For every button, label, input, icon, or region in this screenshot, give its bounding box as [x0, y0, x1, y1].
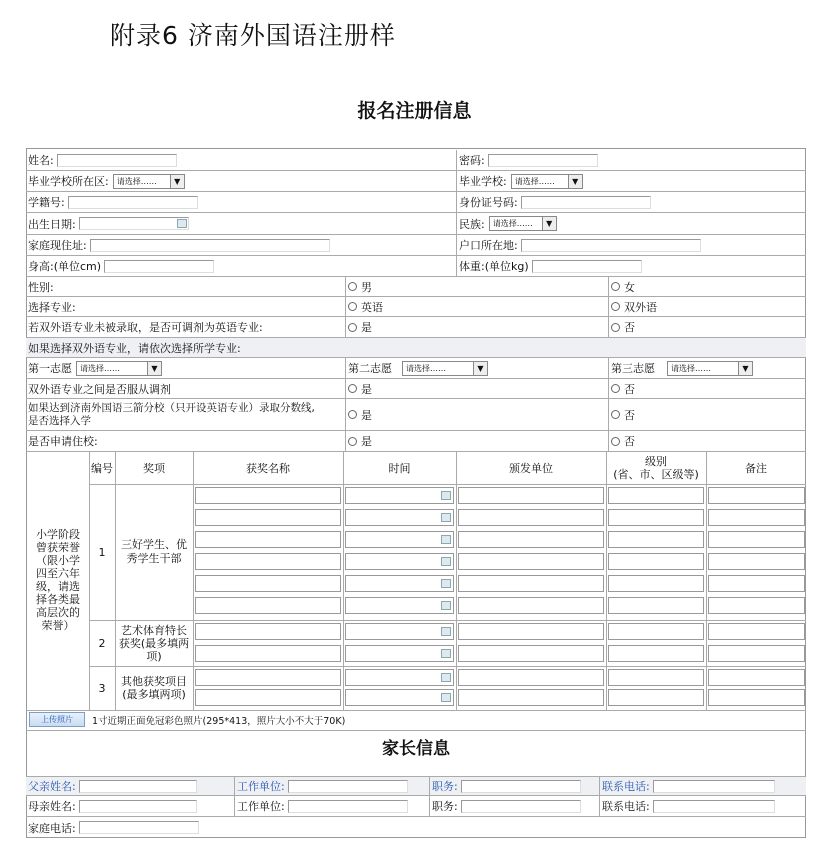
chevron-down-icon: ▼ — [738, 362, 752, 375]
branch-school-label-1: 如果达到济南外国语三箭分校（只开设英语专业）录取分数线, — [28, 401, 315, 414]
calendar-icon[interactable] — [441, 513, 451, 522]
school-select[interactable] — [511, 174, 583, 189]
row-home-phone — [26, 817, 806, 838]
group-2-no: 2 — [98, 636, 106, 650]
height-label: 身高:(单位cm) — [28, 260, 102, 273]
header-level: 级别 — [645, 455, 667, 468]
branch-school-no[interactable] — [608, 399, 806, 430]
row-obey-adjust — [26, 379, 806, 399]
row-gender — [26, 277, 806, 297]
boarding-no[interactable] — [608, 431, 806, 451]
row-mother — [26, 796, 806, 817]
award-name-input[interactable] — [195, 689, 341, 706]
group-3-no: 3 — [98, 681, 106, 695]
award-remark-input[interactable] — [708, 669, 805, 686]
school-region-label: 毕业学校所在区: — [28, 175, 109, 188]
radio-icon[interactable] — [611, 302, 620, 311]
award-name-input[interactable] — [195, 509, 341, 526]
password-input[interactable] — [488, 154, 598, 167]
calendar-icon[interactable] — [177, 219, 187, 228]
calendar-icon[interactable] — [441, 627, 451, 636]
birth-date-label: 出生日期: — [28, 217, 76, 231]
weight-input[interactable] — [532, 260, 642, 273]
ethnicity-label: 民族: — [459, 217, 485, 231]
gender-option-male[interactable] — [345, 277, 608, 296]
award-level-input[interactable] — [608, 531, 704, 548]
award-remark-input[interactable] — [708, 623, 805, 640]
name-input[interactable] — [57, 154, 177, 167]
chevron-down-icon: ▼ — [542, 217, 556, 230]
chevron-down-icon: ▼ — [147, 362, 161, 375]
option-text: 男 — [361, 280, 372, 294]
option-text: 否 — [624, 435, 635, 448]
header-level-sub: (省、市、区级等) — [613, 468, 699, 481]
password-label: 密码: — [459, 154, 485, 167]
parent-section-title: 家长信息 — [382, 739, 450, 759]
birth-date-input[interactable] — [79, 217, 189, 230]
father-position-label: 职务: — [432, 780, 458, 793]
award-level-input[interactable] — [608, 509, 704, 526]
wish-1-select[interactable] — [76, 361, 162, 376]
wish-3-label: 第三志愿 — [611, 362, 655, 375]
row-body — [26, 256, 806, 277]
wish-3-select[interactable] — [667, 361, 753, 376]
father-work-input[interactable] — [288, 780, 408, 793]
header-issuer: 颁发单位 — [509, 462, 553, 475]
radio-icon[interactable] — [611, 410, 620, 419]
obey-adjust-yes[interactable] — [345, 379, 608, 398]
hukou-label: 户口所在地: — [459, 239, 518, 252]
form-title: 报名注册信息 — [357, 100, 472, 122]
group-2-item: 艺术体育特长获奖(最多填两项) — [118, 623, 190, 663]
header-award-name: 获奖名称 — [246, 462, 290, 475]
option-text: 是 — [361, 408, 372, 422]
height-input[interactable] — [104, 260, 214, 273]
award-name-input[interactable] — [195, 575, 341, 592]
award-remark-input[interactable] — [708, 575, 805, 592]
student-id-label: 学籍号: — [28, 196, 65, 209]
school-region-select[interactable] — [113, 174, 185, 189]
calendar-icon[interactable] — [441, 579, 451, 588]
student-id-input[interactable] — [68, 196, 198, 209]
option-text: 是 — [361, 321, 372, 334]
option-text: 是 — [361, 435, 372, 448]
row-school — [26, 171, 806, 192]
id-card-label: 身份证号码: — [459, 196, 518, 209]
calendar-icon[interactable] — [441, 693, 451, 702]
address-label: 家庭现住址: — [28, 239, 87, 252]
header-item: 奖项 — [143, 462, 165, 475]
gender-label: 性别: — [28, 280, 54, 294]
row-birth — [26, 213, 806, 235]
award-level-input[interactable] — [608, 645, 704, 662]
calendar-icon[interactable] — [441, 557, 451, 566]
select-text: 请选择…… — [406, 363, 446, 373]
upload-photo-button[interactable]: 上传照片 — [29, 712, 85, 727]
home-phone-input[interactable] — [79, 821, 199, 834]
row-wishes — [26, 358, 806, 379]
group-1-no: 1 — [98, 545, 106, 559]
wish-2-label: 第二志愿 — [348, 362, 392, 375]
honors-side-label: 小学阶段曾获荣誉（限小学四至六年级，请选择各类最高层次的荣誉） — [36, 528, 80, 632]
award-issuer-input[interactable] — [458, 553, 604, 570]
option-text: 是 — [361, 382, 372, 396]
weight-label: 体重:(单位kg) — [459, 260, 529, 273]
hukou-input[interactable] — [521, 239, 701, 252]
adjust-english-no[interactable] — [608, 317, 806, 337]
option-text: 女 — [624, 280, 635, 294]
award-issuer-input[interactable] — [458, 669, 604, 686]
award-issuer-input[interactable] — [458, 645, 604, 662]
row-branch-school — [26, 399, 806, 431]
award-name-input[interactable] — [195, 645, 341, 662]
radio-icon[interactable] — [611, 282, 620, 291]
mother-name-label: 母亲姓名: — [28, 800, 76, 813]
radio-icon[interactable] — [611, 384, 620, 393]
row-double-note — [26, 338, 806, 358]
row-address — [26, 235, 806, 256]
award-level-input[interactable] — [608, 597, 704, 614]
appendix-title: 附录6 济南外国语注册样 — [110, 21, 396, 50]
award-issuer-input[interactable] — [458, 487, 604, 504]
name-label: 姓名: — [28, 154, 54, 167]
row-major — [26, 297, 806, 317]
award-issuer-input[interactable] — [458, 575, 604, 592]
id-card-input[interactable] — [521, 196, 651, 209]
father-position-input[interactable] — [461, 780, 581, 793]
boarding-yes[interactable] — [345, 431, 608, 451]
award-level-input[interactable] — [608, 669, 704, 686]
option-text: 英语 — [361, 300, 383, 314]
major-option-double[interactable] — [608, 297, 806, 316]
radio-icon[interactable] — [611, 323, 620, 332]
award-issuer-input[interactable] — [458, 597, 604, 614]
award-remark-input[interactable] — [708, 509, 805, 526]
major-label: 选择专业: — [28, 300, 76, 314]
calendar-icon[interactable] — [441, 601, 451, 610]
photo-note: 1寸近期正面免冠彩色照片(295*413，照片大小不大于70K) — [92, 716, 346, 727]
group-3-item: 其他获奖项目(最多填两项) — [121, 675, 187, 701]
option-text: 否 — [624, 408, 635, 422]
father-name-input[interactable] — [79, 780, 197, 793]
row-father — [26, 776, 806, 796]
award-time-input[interactable] — [345, 689, 454, 706]
mother-phone-label: 联系电话: — [602, 800, 650, 813]
group-1-item: 三好学生、优秀学生干部 — [121, 538, 187, 565]
address-input[interactable] — [90, 239, 330, 252]
award-time-input[interactable] — [345, 645, 454, 662]
mother-phone-input[interactable] — [653, 800, 775, 813]
double-lang-note: 如果选择双外语专业，请依次选择所学专业: — [28, 341, 241, 355]
award-time-input[interactable] — [345, 487, 454, 504]
father-phone-label: 联系电话: — [602, 780, 650, 793]
adjust-english-label: 若双外语专业未被录取，是否可调剂为英语专业: — [28, 321, 263, 334]
award-name-input[interactable] — [195, 623, 341, 640]
row-name — [26, 150, 806, 171]
award-issuer-input[interactable] — [458, 531, 604, 548]
award-level-input[interactable] — [608, 487, 704, 504]
calendar-icon[interactable] — [441, 649, 451, 658]
award-time-input[interactable] — [345, 509, 454, 526]
radio-icon[interactable] — [348, 282, 357, 291]
award-time-input[interactable] — [345, 575, 454, 592]
select-text: 请选择…… — [492, 219, 533, 228]
award-remark-input[interactable] — [708, 487, 805, 504]
header-no: 编号 — [91, 462, 113, 475]
select-text: 请选择…… — [80, 363, 120, 373]
school-label: 毕业学校: — [459, 175, 507, 188]
option-text: 否 — [624, 321, 635, 334]
major-option-english[interactable] — [345, 297, 608, 316]
award-level-input[interactable] — [608, 623, 704, 640]
option-text: 双外语 — [624, 300, 657, 314]
award-issuer-input[interactable] — [458, 509, 604, 526]
award-time-input[interactable] — [345, 531, 454, 548]
chevron-down-icon: ▼ — [568, 175, 582, 188]
select-text: 请选择…… — [116, 176, 157, 186]
award-remark-input[interactable] — [708, 597, 805, 614]
select-text: 请选择…… — [671, 363, 711, 373]
adjust-english-yes[interactable] — [345, 317, 608, 337]
award-name-input[interactable] — [195, 669, 341, 686]
row-ids — [26, 192, 806, 213]
award-name-input[interactable] — [195, 597, 341, 614]
award-time-input[interactable] — [345, 597, 454, 614]
mother-work-input[interactable] — [288, 800, 408, 813]
father-work-label: 工作单位: — [237, 780, 285, 793]
mother-name-input[interactable] — [79, 800, 197, 813]
award-issuer-input[interactable] — [458, 689, 604, 706]
award-remark-input[interactable] — [708, 531, 805, 548]
award-time-input[interactable] — [345, 553, 454, 570]
row-adjust-english — [26, 317, 806, 338]
option-text: 否 — [624, 382, 635, 396]
calendar-icon[interactable] — [441, 491, 451, 500]
branch-school-label-2: 是否选择入学 — [28, 414, 91, 427]
obey-adjust-label: 双外语专业之间是否服从调剂 — [28, 382, 171, 396]
mother-position-label: 职务: — [432, 800, 458, 813]
award-remark-input[interactable] — [708, 645, 805, 662]
wish-1-label: 第一志愿 — [28, 362, 72, 375]
award-time-input[interactable] — [345, 669, 454, 686]
radio-icon[interactable] — [611, 437, 620, 446]
mother-position-input[interactable] — [461, 800, 581, 813]
chevron-down-icon: ▼ — [473, 362, 487, 375]
calendar-icon[interactable] — [441, 673, 451, 682]
mother-work-label: 工作单位: — [237, 800, 285, 813]
award-remark-input[interactable] — [708, 553, 805, 570]
award-level-input[interactable] — [608, 689, 704, 706]
header-remark: 备注 — [745, 462, 767, 475]
father-phone-input[interactable] — [653, 780, 775, 793]
radio-icon[interactable] — [348, 410, 357, 419]
father-name-label: 父亲姓名: — [28, 780, 76, 793]
row-boarding — [26, 431, 806, 452]
award-name-input[interactable] — [195, 487, 341, 504]
award-remark-input[interactable] — [708, 689, 805, 706]
ethnicity-select[interactable] — [489, 216, 557, 231]
obey-adjust-no[interactable] — [608, 379, 806, 398]
chevron-down-icon: ▼ — [170, 175, 184, 188]
award-name-input[interactable] — [195, 553, 341, 570]
award-name-input[interactable] — [195, 531, 341, 548]
select-text: 请选择…… — [514, 176, 555, 186]
radio-icon[interactable] — [348, 437, 357, 446]
award-time-input[interactable] — [345, 623, 454, 640]
boarding-label: 是否申请住校: — [28, 435, 98, 448]
award-level-input[interactable] — [608, 575, 704, 592]
calendar-icon[interactable] — [441, 535, 451, 544]
award-issuer-input[interactable] — [458, 623, 604, 640]
branch-school-yes[interactable] — [345, 399, 608, 430]
radio-icon[interactable] — [348, 384, 357, 393]
wish-2-select[interactable] — [402, 361, 488, 376]
radio-icon[interactable] — [348, 323, 357, 332]
header-time: 时间 — [388, 462, 411, 475]
award-level-input[interactable] — [608, 553, 704, 570]
home-phone-label: 家庭电话: — [28, 821, 76, 835]
gender-option-female[interactable] — [608, 277, 806, 296]
radio-icon[interactable] — [348, 302, 357, 311]
